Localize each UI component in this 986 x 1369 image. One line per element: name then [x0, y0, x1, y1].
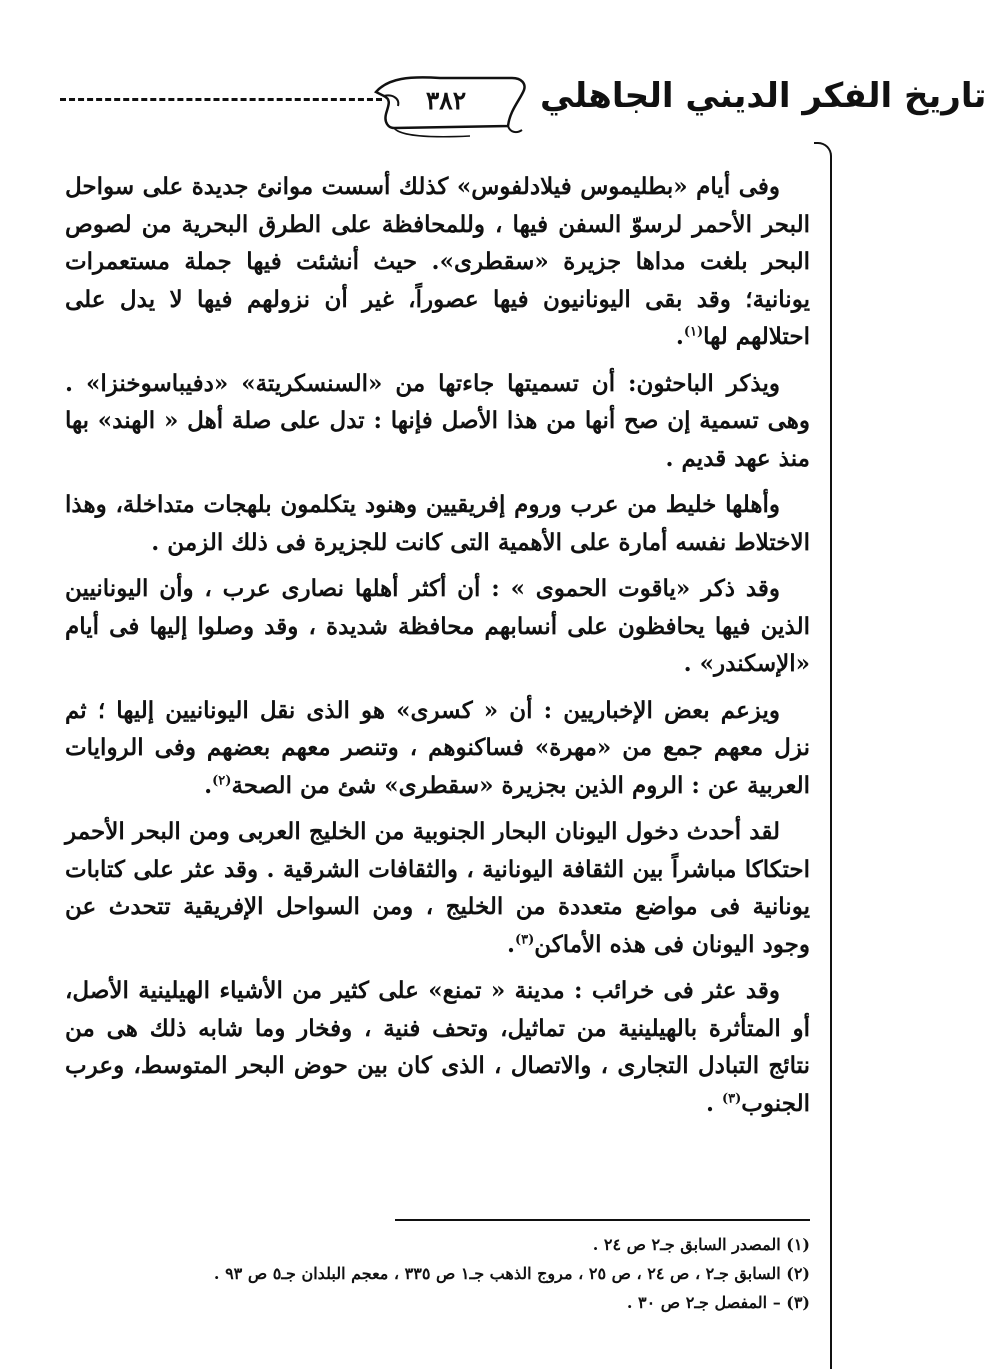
- book-title: تاريخ الفكر الديني الجاهلي: [540, 76, 986, 116]
- paragraph-text: وفى أيام «بطليموس فيلادلفوس» كذلك أسست موانئ جديدة على سواحل البحر الأحمر لرسوّ السفن فيها ، وللمحافظة على الطرق البحرية من لصوص البحر بلغت مداها جزيرة «سقطرى». حيث أنشئت فيها جملة مستعمرات يونانية؛ وقد بقى اليونانيون فيها عصوراً، غير أن نزولهم فيها لا يدل على احتلالهم لها: [65, 173, 810, 350]
- paragraph-end: .: [675, 323, 684, 350]
- footnote-separator: [395, 1219, 810, 1221]
- page-frame-line: [814, 142, 832, 1369]
- page-header: [60, 70, 986, 140]
- paragraph-text: ويذكر الباحثون: أن تسميتها جاءتها من «السنسكريتة» «دفيباسوخنزا» . وهى تسمية إن صح أنها من هذا الأصل فإنها : تدل على صلة أهل « الهند» بها منذ عهد قديم .: [65, 369, 810, 472]
- paragraph-text: وقد ذكر «ياقوت الحموى » : أن أكثر أهلها نصارى عرب ، وأن اليونانيين الذين فيها يحافظون على أنسابهم محافظة شديدة ، وقد وصلوا إليها فى أيام «الإسكندر» .: [65, 575, 810, 677]
- paragraph: [65, 972, 810, 1122]
- footnote-item: (٢) السابق جـ٢ ، ص ٢٤ ، ص ٢٥ ، مروج الذهب جـ١ ص ٣٣٥ ، معجم البلدان جـ٥ ص ٩٣ .: [213, 1264, 810, 1283]
- footnotes: [80, 1230, 810, 1317]
- paragraph-end: .: [204, 771, 213, 799]
- paragraph-text: وقد عثر فى خرائب : مدينة « تمنع» على كثير من الأشياء الهيلينية الأصل، أو المتأثرة بالهيلينية من تماثيل، وتحف فنية ، وفخار وما شابه ذلك هى من نتائج التبادل التجارى ، والاتصال ، الذى كان بين حوض البحر المتوسط، وعرب الجنوب: [65, 977, 810, 1117]
- paragraph: [65, 692, 810, 805]
- paragraph: [65, 486, 810, 561]
- footnote-ref: (١): [683, 324, 704, 340]
- paragraph: [65, 813, 810, 963]
- body-text: [65, 168, 810, 1131]
- paragraph-end: .: [705, 1089, 722, 1117]
- paragraph-text: وأهلها خليط من عرب وروم إفريقيين وهنود يتكلمون بلهجات متداخلة، وهذا الاختلاط نفسه أمارة على الأهمية التى كانت للجزيرة فى ذلك الزمن .: [65, 491, 810, 556]
- paragraph: [65, 365, 810, 478]
- footnote-ref: (٣): [514, 931, 535, 947]
- footnote-ref: (٣): [721, 1090, 742, 1106]
- paragraph-text: ويزعم بعض الإخباريين : أن « كسرى» هو الذى نقل اليونانيين إليها ؛ ثم نزل معهم جمع من «مهرة» فساكنوهم ، وتنصر معهم بعضهم وفى الروايات العربية عن : الروم الذين بجزيرة «سقطرى» شئ من الصحة: [65, 696, 810, 799]
- page-number: ٣٨٢: [425, 86, 467, 115]
- footnote-item: (٣) – المفصل جـ٢ ص ٣٠ .: [626, 1293, 810, 1312]
- paragraph-text: لقد أحدث دخول اليونان البحار الجنوبية من الخليج العربى ومن البحر الأحمر احتكاكا مباشراً بين الثقافة اليونانية ، والثقافات الشرقية . وقد عثر على كتابات يونانية فى مواضع متعددة من الخليج ، ومن السواحل الإفريقية تتحدث عن وجود اليونان فى هذه الأماكن: [65, 818, 810, 958]
- header-dashed-rule: [60, 98, 382, 101]
- paragraph-end: .: [506, 930, 515, 958]
- footnote-item: (١) المصدر السابق جـ٢ ص ٢٤ .: [592, 1235, 810, 1254]
- paragraph: [65, 570, 810, 683]
- paragraph: [65, 168, 810, 356]
- footnote-ref: (٢): [212, 772, 232, 788]
